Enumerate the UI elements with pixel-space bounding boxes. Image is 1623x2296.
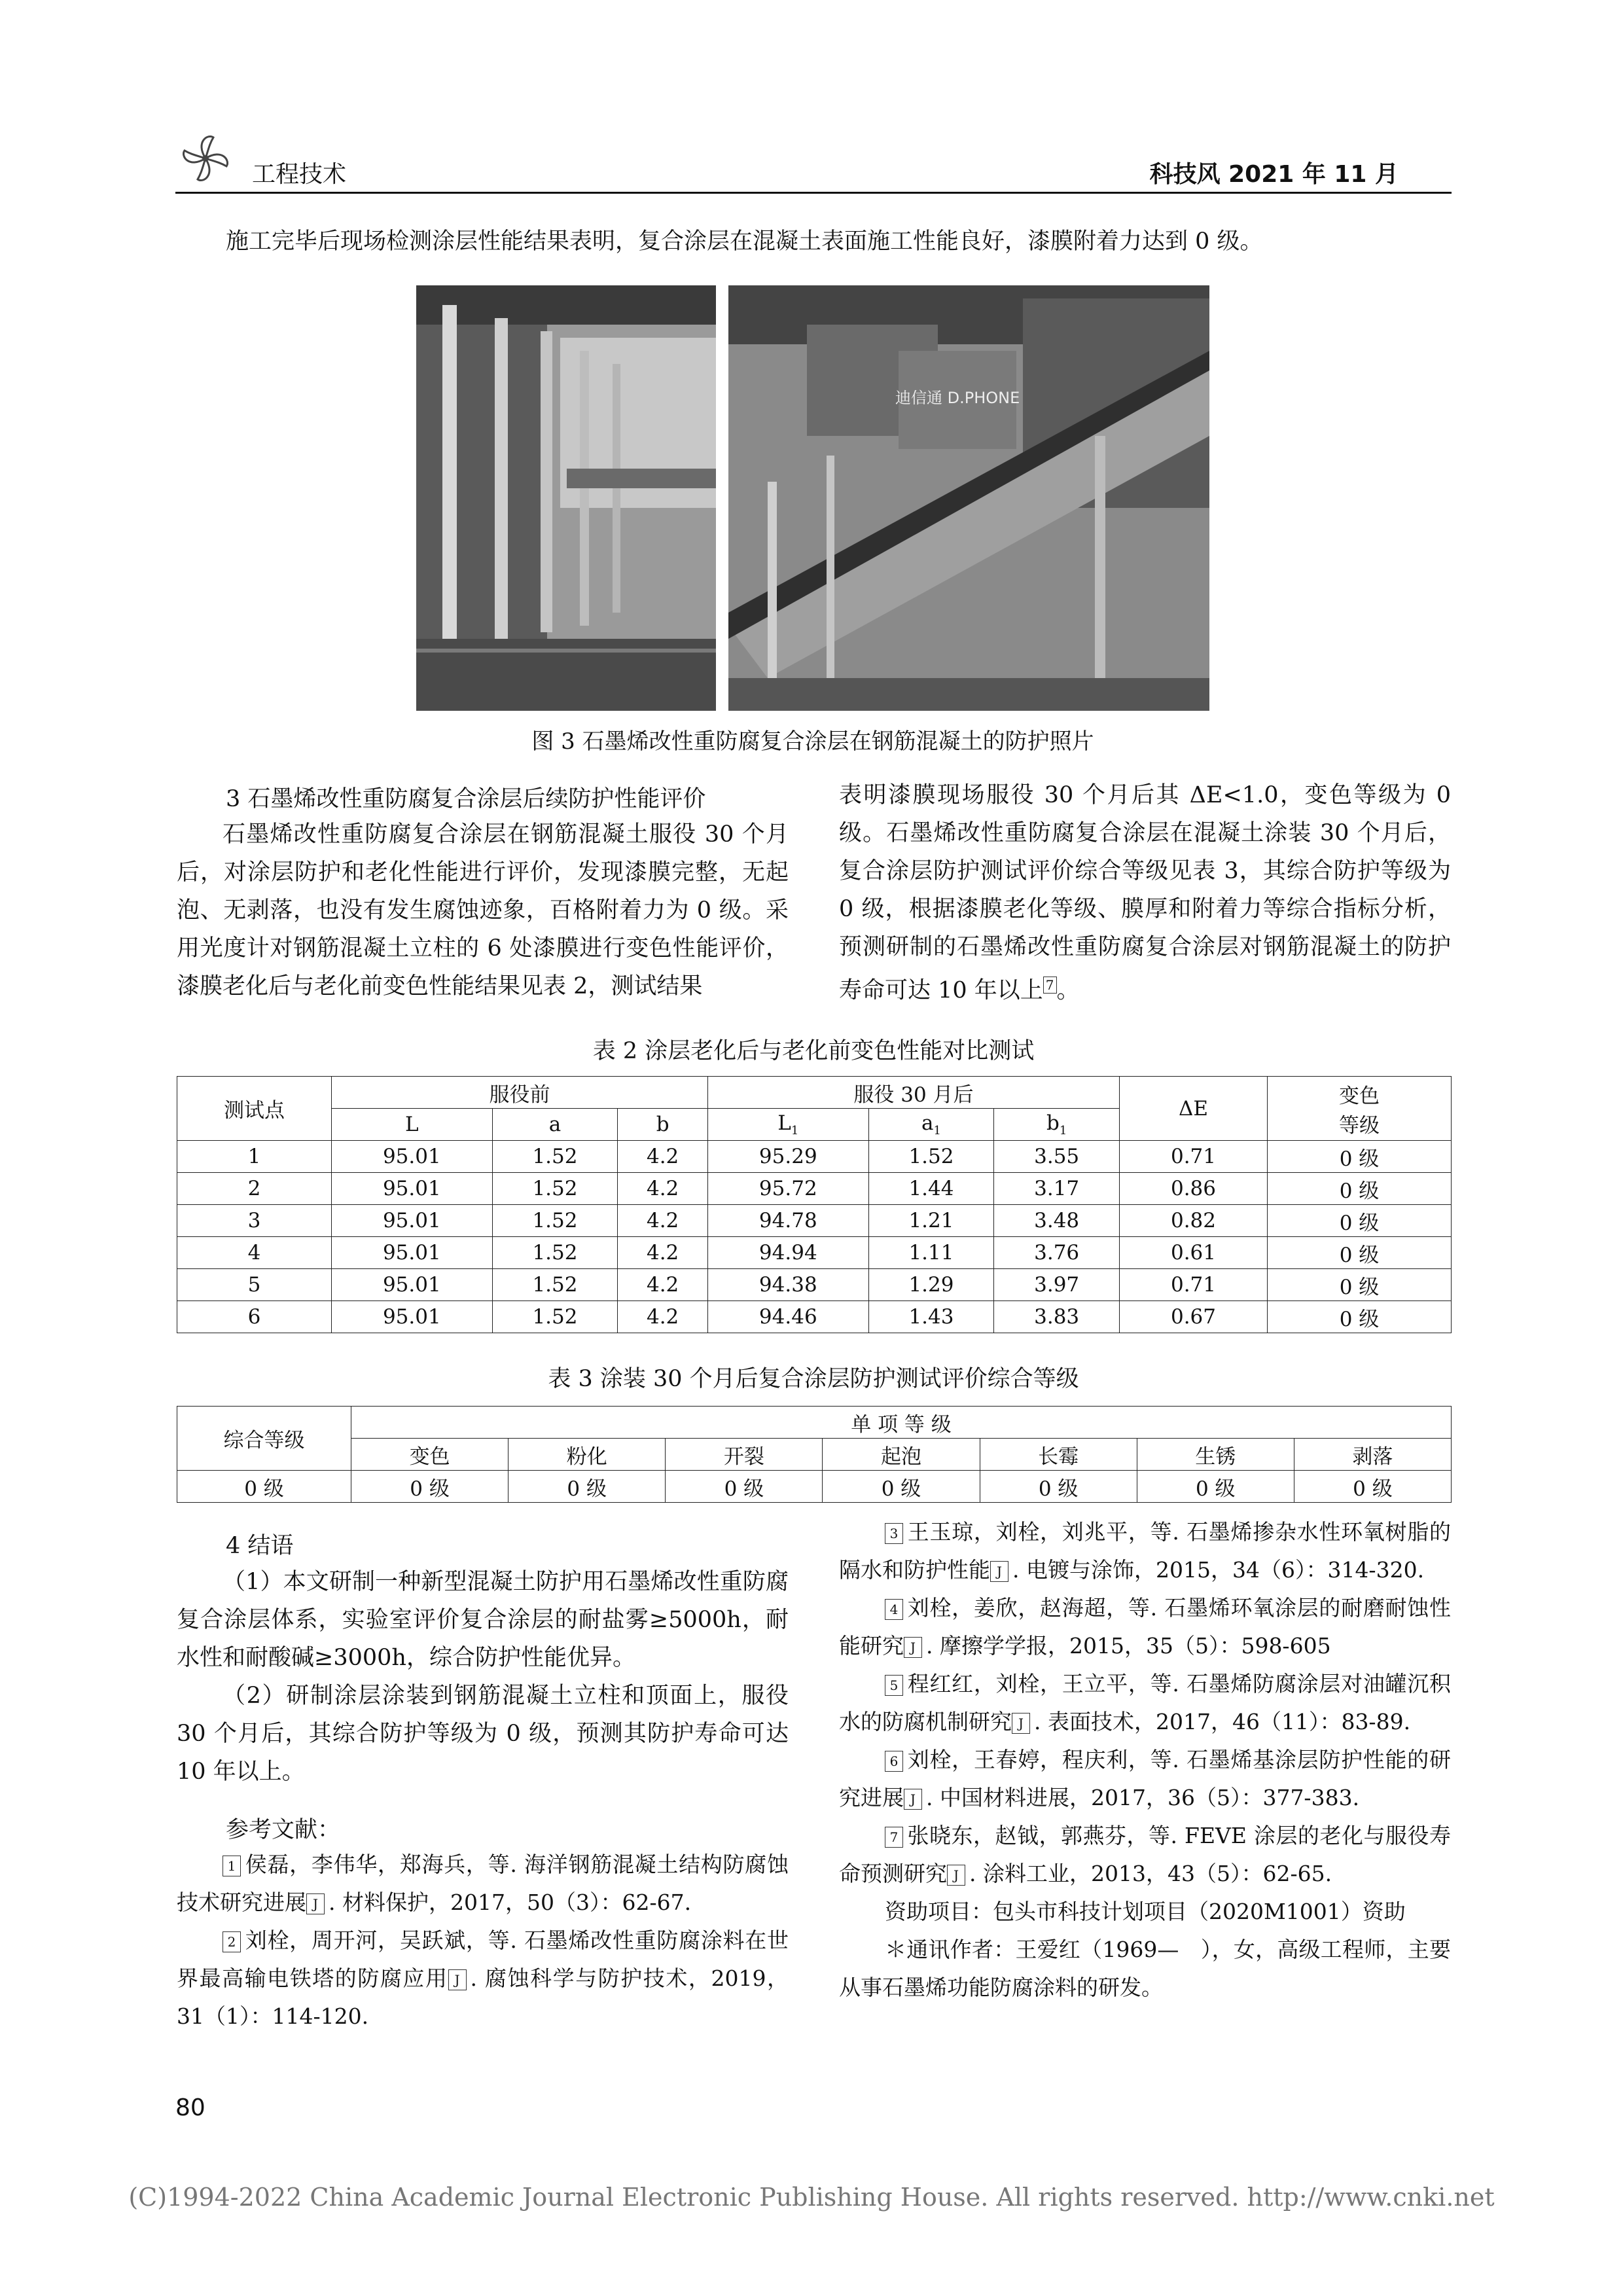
cell: 1 [177, 1141, 332, 1173]
table-3-caption: 表 3 涂装 30 个月后复合涂层防护测试评价综合等级 [548, 1366, 1079, 1392]
cell: 0 级 [1268, 1141, 1452, 1173]
copyright-footer: (C)1994-2022 China Academic Journal Electronic Publishing House. All rights reserved. http://www.cnki.net [128, 2183, 1495, 2212]
item-header: 剥落 [1294, 1439, 1451, 1471]
section-3-right-text [839, 776, 1451, 1010]
table-2 [177, 1076, 1452, 1333]
cell: 1.52 [492, 1269, 618, 1301]
item-header: 开裂 [666, 1439, 823, 1471]
cell: 1.52 [492, 1205, 618, 1237]
header-test-point: 测试点 [177, 1077, 332, 1141]
ref-type-mark: J [306, 1893, 325, 1914]
header-single-item-grade: 单 项 等 级 [351, 1407, 1452, 1439]
ref-source: . 腐蚀科学与防护技术，2019，31（1）：114-120. [177, 1965, 789, 2029]
cell: 0 级 [508, 1471, 666, 1503]
figure-caption: 图 3 石墨烯改性重防腐复合涂层在钢筋混凝土的防护照片 [531, 728, 1094, 755]
cell: 95.01 [332, 1141, 493, 1173]
cell: 94.46 [707, 1301, 868, 1333]
header-grade-line2: 等级 [1339, 1113, 1380, 1138]
sub-a: a [492, 1109, 618, 1141]
cell: 4.2 [618, 1269, 708, 1301]
cell: 0 级 [666, 1471, 823, 1503]
cell: 1.29 [868, 1269, 994, 1301]
sub-L1-letter: L [777, 1111, 791, 1135]
table-3 [177, 1406, 1452, 1503]
ref-type-mark: J [904, 1789, 922, 1810]
corresponding-author-note: ＊通讯作者：王爱红（1969— ），女，高级工程师，主要从事石墨烯功能防腐涂料的研发。 [839, 1937, 1451, 2000]
section-3-title: 3 石墨烯改性重防腐复合涂层后续防护性能评价 [226, 786, 706, 812]
section-4-title: 4 结语 [226, 1533, 294, 1559]
cell: 3.17 [994, 1173, 1120, 1205]
cell: 0.71 [1120, 1269, 1268, 1301]
ref-text: 刘栓，王春婷，程庆利，等. 石墨烯基涂层防护性能的研究进展 [839, 1747, 1451, 1810]
ref-number: 6 [885, 1751, 903, 1772]
cell: 1.52 [492, 1301, 618, 1333]
table-row [177, 1269, 1452, 1301]
funding-note: 资助项目：包头市科技计划项目（2020M1001）资助 [885, 1899, 1406, 1924]
cell: 4.2 [618, 1173, 708, 1205]
sub-L1 [707, 1109, 868, 1141]
sub-L1-index: 1 [791, 1124, 799, 1138]
ref-text: 侯磊，李伟华，郑海兵，等. 海洋钢筋混凝土结构防腐蚀技术研究进展 [177, 1852, 789, 1915]
cell: 95.29 [707, 1141, 868, 1173]
cell: 3 [177, 1205, 332, 1237]
ref-source: . 材料保护，2017，50（3）：62-67. [329, 1890, 692, 1915]
table-2-caption: 表 2 涂层老化后与老化前变色性能对比测试 [592, 1038, 1035, 1064]
cell: 4 [177, 1237, 332, 1269]
cell: 1.21 [868, 1205, 994, 1237]
cell: 95.01 [332, 1205, 493, 1237]
table-row [177, 1301, 1452, 1333]
cell: 0 级 [177, 1471, 351, 1503]
cell: 95.01 [332, 1301, 493, 1333]
cell: 0.67 [1120, 1301, 1268, 1333]
cell: 1.52 [492, 1237, 618, 1269]
cell: 1.52 [868, 1141, 994, 1173]
ref-type-mark: J [1012, 1713, 1030, 1734]
photo-concrete-columns [416, 285, 716, 711]
item-header: 生锈 [1137, 1439, 1294, 1471]
photo-concrete-staircase [728, 285, 1209, 711]
ref-number: 2 [223, 1931, 241, 1952]
ref-text: 张晓东，赵钺，郭燕芬，等. FEVE 涂层的老化与服役寿命预测研究 [839, 1823, 1451, 1886]
conclusion-1: （1）本文研制一种新型混凝土防护用石墨烯改性重防腐复合涂层体系，实验室评价复合涂层的耐盐雾≥5000h，耐水性和耐酸碱≥3000h，综合防护性能优异。 [177, 1569, 789, 1671]
header-rule [175, 192, 1452, 194]
sub-a1 [868, 1109, 994, 1141]
ref-type-mark: J [990, 1561, 1008, 1582]
section-3-right-end: 。 [1056, 977, 1080, 1004]
header-after-service: 服役 30 月后 [707, 1077, 1119, 1109]
sub-a1-index: 1 [933, 1124, 941, 1138]
cell: 0.71 [1120, 1141, 1268, 1173]
ref-source: . 摩擦学学报，2015，35（5）：598-605 [926, 1633, 1331, 1659]
header-overall-grade: 综合等级 [177, 1407, 351, 1471]
cell: 4.2 [618, 1237, 708, 1269]
ref-number: 3 [885, 1523, 903, 1544]
ref-text: 程红红，刘栓，王立平，等. 石墨烯防腐涂层对油罐沉积水的防腐机制研究 [839, 1671, 1451, 1734]
cell: 0 级 [1268, 1205, 1452, 1237]
cell: 4.2 [618, 1205, 708, 1237]
item-header: 变色 [351, 1439, 508, 1471]
cell: 95.01 [332, 1173, 493, 1205]
table-row [177, 1471, 1452, 1503]
cell: 94.78 [707, 1205, 868, 1237]
cell: 0 级 [351, 1471, 508, 1503]
sub-b: b [618, 1109, 708, 1141]
references-right [839, 1513, 1451, 2007]
section-4-body [177, 1563, 789, 1791]
item-header: 粉化 [508, 1439, 666, 1471]
cell: 1.44 [868, 1173, 994, 1205]
ref-text: 刘栓，周开河，吴跃斌，等. 石墨烯改性重防腐涂料在世界最高输电铁塔的防腐应用 [177, 1928, 789, 1991]
references-title: 参考文献： [226, 1817, 341, 1843]
cell: 0 级 [1268, 1173, 1452, 1205]
table-row [177, 1173, 1452, 1205]
cell: 0 级 [823, 1471, 980, 1503]
table-header-row [177, 1077, 1452, 1109]
reference-item [839, 1741, 1451, 1817]
cell: 95.01 [332, 1237, 493, 1269]
conclusion-2: （2）研制涂层涂装到钢筋混凝土立柱和顶面上，服役 30 个月后，其综合防护等级为 0 级，预测其防护寿命可达 10 年以上。 [177, 1683, 789, 1785]
cell: 3.48 [994, 1205, 1120, 1237]
cell: 2 [177, 1173, 332, 1205]
ref-source: . 表面技术，2017，46（11）：83-89. [1034, 1709, 1411, 1734]
cell: 1.52 [492, 1141, 618, 1173]
cell: 95.72 [707, 1173, 868, 1205]
cell: 0 级 [1268, 1269, 1452, 1301]
references-left [177, 1846, 789, 2036]
sub-a1-letter: a [921, 1111, 934, 1135]
header-before-service: 服役前 [332, 1077, 708, 1109]
ref-source: . 电镀与涂饰，2015，34（6）：314-320. [1012, 1557, 1425, 1583]
cell: 0.82 [1120, 1205, 1268, 1237]
cell: 3.83 [994, 1301, 1120, 1333]
cell: 4.2 [618, 1141, 708, 1173]
cell: 6 [177, 1301, 332, 1333]
table-row [177, 1205, 1452, 1237]
table-row [177, 1141, 1452, 1173]
cell: 5 [177, 1269, 332, 1301]
cell: 3.97 [994, 1269, 1120, 1301]
ref-number: 1 [223, 1856, 241, 1876]
cell: 0 级 [1268, 1301, 1452, 1333]
ref-type-mark: J [904, 1637, 922, 1658]
cell: 94.94 [707, 1237, 868, 1269]
header-grade-line1: 变色 [1339, 1084, 1380, 1108]
ref-number: 5 [885, 1675, 903, 1696]
cell: 3.55 [994, 1141, 1120, 1173]
sub-b1-letter: b [1046, 1111, 1060, 1135]
citation-mark: 7 [1043, 977, 1057, 994]
cell: 3.76 [994, 1237, 1120, 1269]
item-header: 起泡 [823, 1439, 980, 1471]
cell: 1.11 [868, 1237, 994, 1269]
ref-number: 7 [885, 1827, 903, 1848]
table-subheader-row [177, 1439, 1452, 1471]
table-header-row [177, 1407, 1452, 1439]
journal-issue-date: 科技风 2021 年 11 月 [1149, 161, 1399, 188]
sub-b1-index: 1 [1059, 1124, 1067, 1138]
cell: 95.01 [332, 1269, 493, 1301]
header-delta-e: ΔE [1120, 1077, 1268, 1141]
cell: 1.52 [492, 1173, 618, 1205]
ref-type-mark: J [947, 1865, 965, 1886]
ref-source: . 中国材料进展，2017，36（5）：377-383. [926, 1785, 1360, 1810]
cell: 94.38 [707, 1269, 868, 1301]
reference-item [177, 1922, 789, 2036]
page-number: 80 [175, 2094, 205, 2121]
journal-section-title: 工程技术 [252, 161, 347, 188]
sub-L: L [332, 1109, 493, 1141]
ref-text: 刘栓，姜欣，赵海超，等. 石墨烯环氧涂层的耐磨耐蚀性能研究 [839, 1595, 1451, 1659]
sub-b1 [994, 1109, 1120, 1141]
reference-item [177, 1846, 789, 1922]
item-header: 长霉 [980, 1439, 1137, 1471]
reference-item [839, 1589, 1451, 1665]
reference-item [839, 1665, 1451, 1741]
table-row [177, 1237, 1452, 1269]
intro-paragraph: 施工完毕后现场检测涂层性能结果表明，复合涂层在混凝土表面施工性能良好，漆膜附着力达到 0 级。 [226, 228, 1263, 255]
cell: 0.86 [1120, 1173, 1268, 1205]
reference-item [839, 1513, 1451, 1589]
cell: 0.61 [1120, 1237, 1268, 1269]
cell: 4.2 [618, 1301, 708, 1333]
store-sign: 迪信通 D.PHONE [895, 389, 1020, 407]
cell: 1.43 [868, 1301, 994, 1333]
ref-source: . 涂料工业，2013，43（5）：62-65. [969, 1861, 1332, 1886]
section-3-left-text: 石墨烯改性重防腐复合涂层在钢筋混凝土服役 30 个月后，对涂层防护和老化性能进行评价，发现漆膜完整，无起泡、无剥落，也没有发生腐蚀迹象，百格附着力为 0 级。采用光度计对钢筋混凝土立柱的 6 处漆膜进行变色性能评价，漆膜老化后与老化前变色性能结果见表 2，测试结果 [177, 821, 789, 999]
ref-number: 4 [885, 1599, 903, 1620]
reference-item [839, 1817, 1451, 1893]
cell: 0 级 [980, 1471, 1137, 1503]
cell: 0 级 [1268, 1237, 1452, 1269]
header-grade [1268, 1077, 1452, 1141]
ref-type-mark: J [448, 1969, 467, 1990]
cell: 0 级 [1137, 1471, 1294, 1503]
journal-logo [175, 128, 236, 188]
ref-text: 王玉琼，刘栓，刘兆平，等. 石墨烯掺杂水性环氧树脂的隔水和防护性能 [839, 1519, 1451, 1583]
section-3-right-body: 表明漆膜现场服役 30 个月后其 ΔE<1.0，变色等级为 0 级。石墨烯改性重防腐复合涂层在混凝土涂装 30 个月后，复合涂层防护测试评价综合等级见表 3，其综合防护等级为 0 级，根据漆膜老化等级、膜厚和附着力等综合指标分析，预测研制的石墨烯改性重防腐复合涂层对钢筋混凝土的防护寿命可达 10 年以上 [839, 782, 1451, 1004]
cell: 0 级 [1294, 1471, 1451, 1503]
